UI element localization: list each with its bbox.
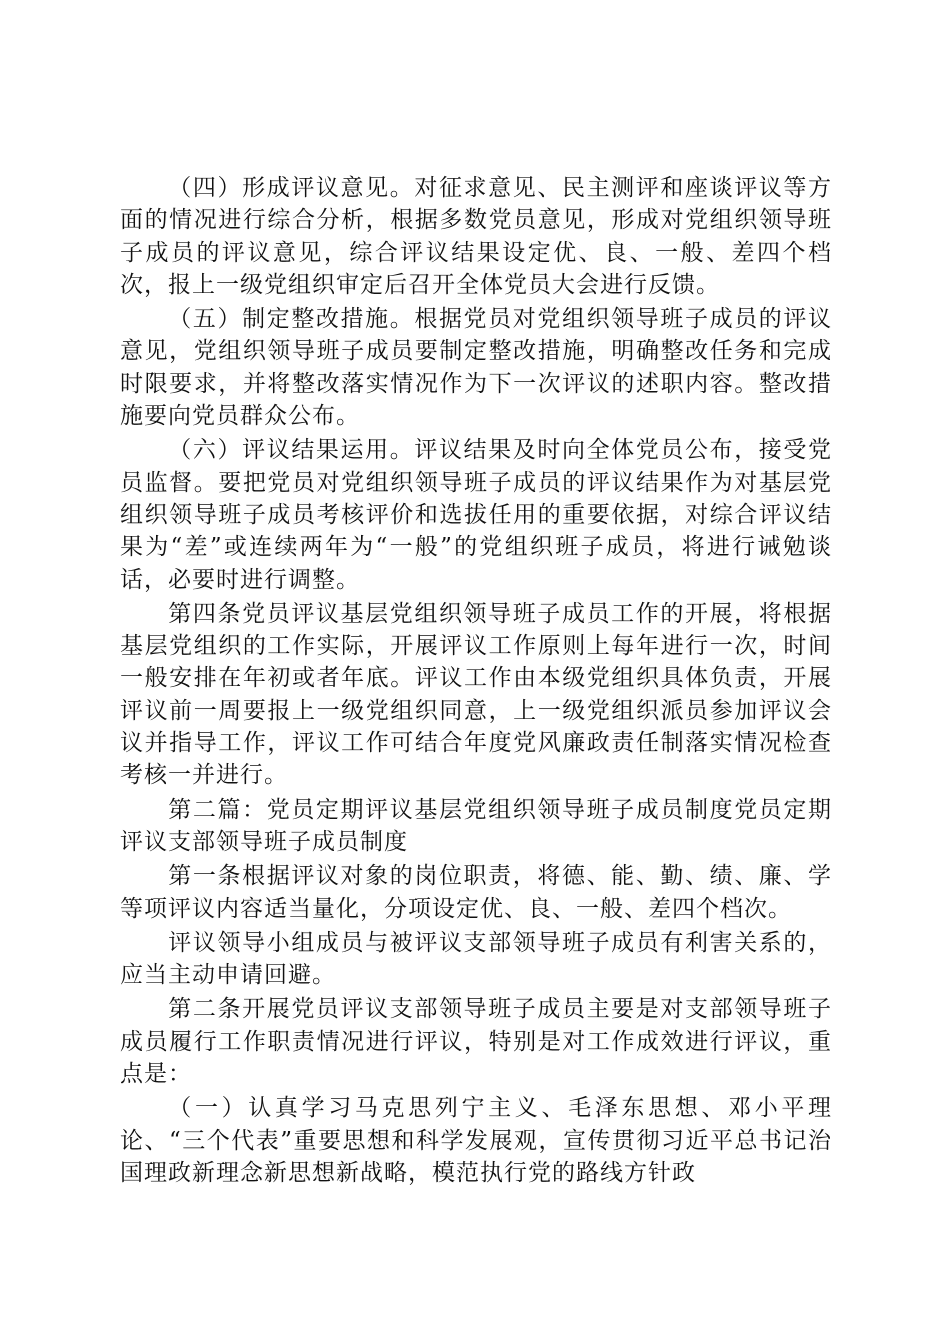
paragraph-item-1: （一）认真学习马克思列宁主义、毛泽东思想、邓小平理论、“三个代表”重要思想和科学发展观，宣传贯彻习近平总书记治国理政新理念新思想新战略，模范执行党的路线方针政 — [120, 1095, 832, 1186]
paragraph-article-1: 第一条根据评议对象的岗位职责，将德、能、勤、绩、廉、学等项评议内容适当量化，分项设定优、良、一般、差四个档次。 — [120, 863, 832, 922]
paragraph-4-opinion: （四）形成评议意见。对征求意见、民主测评和座谈评议等方面的情况进行综合分析，根据多数党员意见，形成对党组织领导班子成员的评议意见，综合评议结果设定优、良、一般、差四个档次，报上一级党组织审定后召开全体党员大会进行反馈。 — [120, 175, 832, 298]
paragraph-recusal: 评议领导小组成员与被评议支部领导班子成员有利害关系的，应当主动申请回避。 — [120, 929, 832, 989]
paragraph-article-2: 第二条开展党员评议支部领导班子成员主要是对支部领导班子成员履行工作职责情况进行评议，特别是对工作成效进行评议，重点是： — [120, 996, 832, 1088]
paragraph-article-4: 第四条党员评议基层党组织领导班子成员工作的开展，将根据基层党组织的工作实际，开展评议工作原则上每年进行一次，时间一般安排在年初或者年底。评议工作由本级党组织具体负责，开展评议前一周要报上一级党组织同意，上一级党组织派员参加评议会议并指导工作，评议工作可结合年度党风廉政责任制落实情况检查考核一并进行。 — [120, 600, 832, 789]
paragraph-part-2-title: 第二篇：党员定期评议基层党组织领导班子成员制度党员定期评议支部领导班子成员制度 — [120, 796, 832, 855]
document-body — [120, 172, 832, 1189]
paragraph-6-result-use: （六）评议结果运用。评议结果及时向全体党员公布，接受党员监督。要把党员对党组织领导班子成员的评议结果作为对基层党组织领导班子成员考核评价和选拔任用的重要依据，对综合评议结果为“差”或连续两年为“一般”的党组织班子成员，将进行诫勉谈话，必要时进行调整。 — [120, 437, 832, 593]
paragraph-5-rectification: （五）制定整改措施。根据党员对党组织领导班子成员的评议意见，党组织领导班子成员要制定整改措施，明确整改任务和完成时限要求，并将整改落实情况作为下一次评议的述职内容。整改措施要向党员群众公布。 — [120, 306, 832, 430]
